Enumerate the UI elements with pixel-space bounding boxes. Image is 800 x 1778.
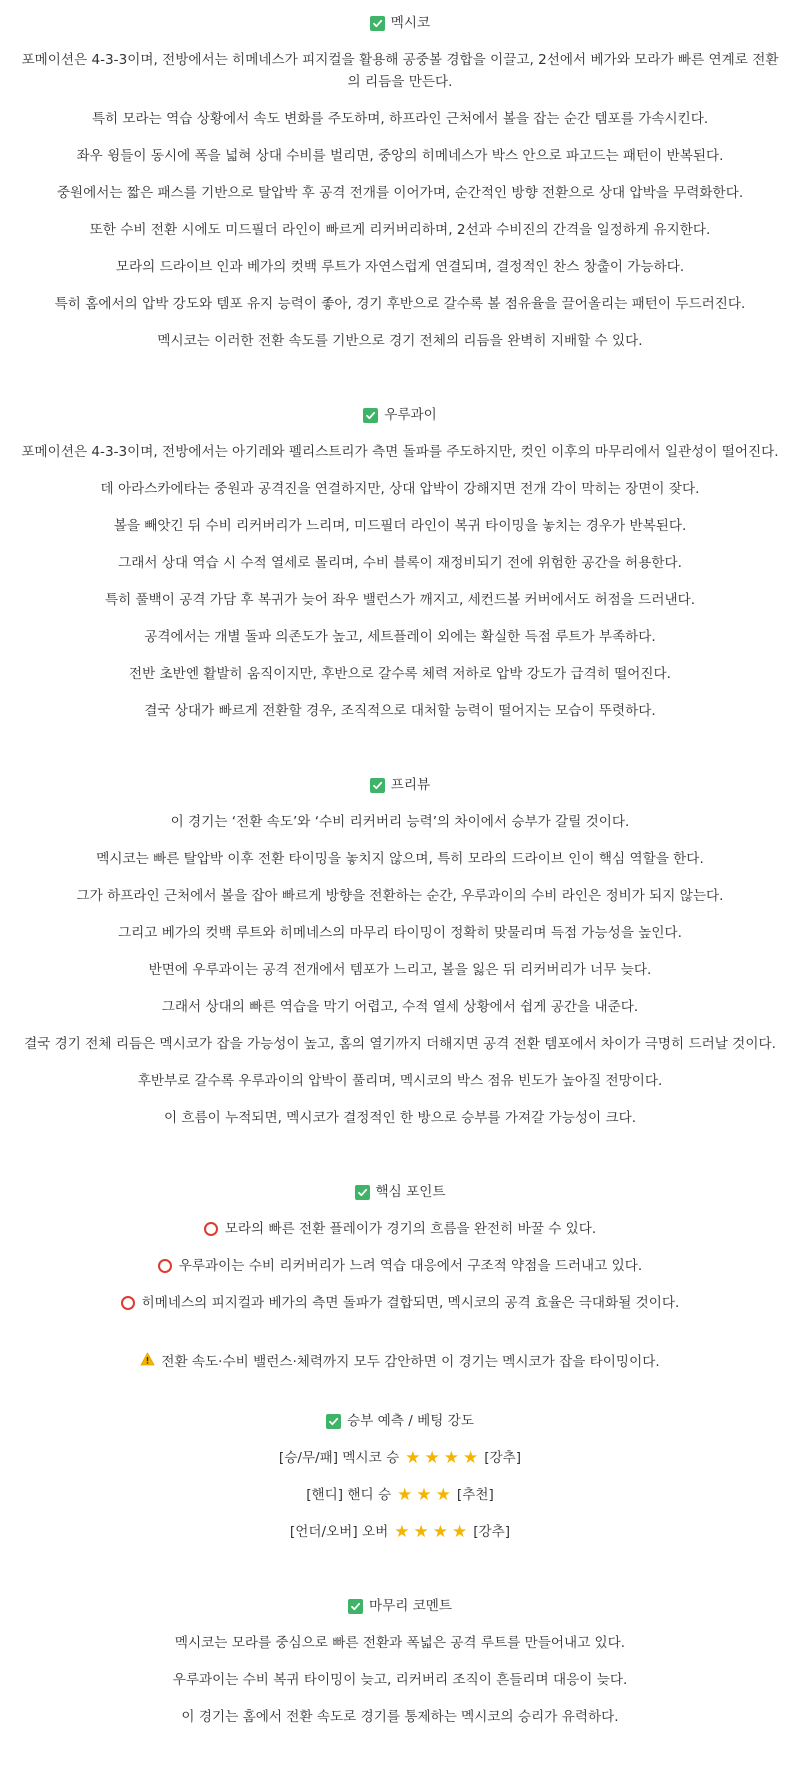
paragraph: 그가 하프라인 근처에서 볼을 잡아 빠르게 방향을 전환하는 순간, 우루과이의 수비 라인은 정비가 되지 않는다. — [76, 888, 724, 904]
bet-label: [언더/오버] 오버 — [289, 1524, 389, 1540]
red-circle-icon — [121, 1296, 135, 1310]
key-point-text: 우루과이는 수비 리커버리가 느려 역습 대응에서 구조적 약점을 드러내고 있다. — [178, 1258, 643, 1274]
key-point-item — [14, 1218, 786, 1240]
section-title: 핵심 포인트 — [375, 1184, 446, 1200]
check-mark-icon — [363, 408, 378, 423]
bet-strength: [강추] — [473, 1524, 511, 1540]
star-rating — [392, 1522, 469, 1542]
paragraph: 이 흐름이 누적되면, 멕시코가 결정적인 한 방으로 승부를 가져갈 가능성이 크다. — [163, 1110, 637, 1126]
paragraph: 전반 초반엔 활발히 움직이지만, 후반으로 갈수록 체력 저하로 압박 강도가 급격히 떨어진다. — [128, 666, 672, 682]
section-title: 승부 예측 / 베팅 강도 — [347, 1413, 474, 1429]
bet-strength: [추천] — [456, 1487, 494, 1503]
paragraph: 반면에 우루과이는 공격 전개에서 템포가 느리고, 볼을 잃은 뒤 리커버리가 너무 늦다. — [148, 962, 652, 978]
paragraph: 볼을 빼앗긴 뒤 수비 리커버리가 느리며, 미드필더 라인이 복귀 타이밍을 놓치는 경우가 반복된다. — [113, 518, 687, 534]
paragraph: 우루과이는 수비 복귀 타이밍이 늦고, 리커버리 조직이 흔들리며 대응이 늦다. — [172, 1672, 628, 1688]
section-key-points — [14, 1181, 786, 1314]
section-uruguay — [14, 404, 786, 722]
paragraph: 그래서 상대 역습 시 수적 열세로 몰리며, 수비 블록이 재정비되기 전에 위험한 공간을 허용한다. — [118, 555, 682, 571]
star-icon: ★ — [394, 1522, 410, 1542]
star-rating — [403, 1448, 480, 1468]
star-icon: ★ — [397, 1485, 413, 1505]
section-title: 멕시코 — [390, 15, 431, 31]
section-heading — [14, 404, 786, 426]
paragraph: 멕시코는 모라를 중심으로 빠른 전환과 폭넓은 공격 루트를 만들어내고 있다. — [174, 1635, 626, 1651]
key-point-text: 히메네스의 피지컬과 베가의 측면 돌파가 결합되면, 멕시코의 공격 효율은 극대화될 것이다. — [141, 1295, 680, 1311]
paragraph: 후반부로 갈수록 우루과이의 압박이 풀리며, 멕시코의 박스 점유 빈도가 높아질 전망이다. — [137, 1073, 663, 1089]
paragraph: 멕시코는 이러한 전환 속도를 기반으로 경기 전체의 리듬을 완벽히 지배할 수 있다. — [157, 333, 643, 349]
paragraph: 특히 홈에서의 압박 강도와 템포 유지 능력이 좋아, 경기 후반으로 갈수록 볼 점유율을 끌어올리는 패턴이 두드러진다. — [54, 296, 746, 312]
red-circle-icon — [158, 1259, 172, 1273]
paragraph: 이 경기는 ‘전환 속도’와 ‘수비 리커버리 능력’의 차이에서 승부가 갈릴 것이다. — [170, 814, 630, 830]
section-heading — [14, 774, 786, 796]
section-title: 프리뷰 — [390, 777, 431, 793]
paragraph: 모라의 드라이브 인과 베가의 컷백 루트가 자연스럽게 연결되며, 결정적인 찬스 창출이 가능하다. — [115, 259, 685, 275]
section-heading — [14, 1595, 786, 1617]
bet-label: [핸디] 핸디 승 — [306, 1487, 392, 1503]
star-icon: ★ — [405, 1448, 421, 1468]
check-mark-icon — [326, 1414, 341, 1429]
section-title: 마무리 코멘트 — [368, 1598, 453, 1614]
paragraph: 또한 수비 전환 시에도 미드필더 라인이 빠르게 리커버리하며, 2선과 수비진의 간격을 일정하게 유지한다. — [89, 222, 711, 238]
section-prediction — [14, 1410, 786, 1543]
section-closing — [14, 1595, 786, 1728]
check-mark-icon — [370, 16, 385, 31]
bet-strength: [강추] — [484, 1450, 522, 1466]
section-heading — [14, 12, 786, 34]
paragraph: 특히 풀백이 공격 가담 후 복귀가 늦어 좌우 밸런스가 깨지고, 세컨드볼 커버에서도 허점을 드러낸다. — [104, 592, 696, 608]
check-mark-icon — [370, 778, 385, 793]
section-title: 우루과이 — [384, 407, 437, 423]
star-icon: ★ — [413, 1522, 429, 1542]
star-icon: ★ — [424, 1448, 440, 1468]
section-heading — [14, 1410, 786, 1432]
paragraph: 이 경기는 홈에서 전환 속도로 경기를 통제하는 멕시코의 승리가 유력하다. — [181, 1709, 619, 1725]
check-mark-icon — [355, 1185, 370, 1200]
bet-label: [승/무/패] 멕시코 승 — [278, 1450, 400, 1466]
section-preview — [14, 774, 786, 1129]
warning-icon — [140, 1351, 155, 1373]
paragraph: 그래서 상대의 빠른 역습을 막기 어렵고, 수적 열세 상황에서 쉽게 공간을 내준다. — [161, 999, 639, 1015]
star-icon: ★ — [432, 1522, 448, 1542]
paragraph: 그리고 베가의 컷백 루트와 히메네스의 마무리 타이밍이 정확히 맞물리며 득점 가능성을 높인다. — [118, 925, 682, 941]
star-icon: ★ — [443, 1448, 459, 1468]
paragraph: 멕시코는 빠른 탈압박 이후 전환 타이밍을 놓치지 않으며, 특히 모라의 드라이브 인이 핵심 역할을 한다. — [96, 851, 704, 867]
red-circle-icon — [204, 1222, 218, 1236]
bet-item — [14, 1484, 786, 1506]
star-rating — [395, 1485, 453, 1505]
paragraph: 중원에서는 짧은 패스를 기반으로 탈압박 후 공격 전개를 이어가며, 순간적인 방향 전환으로 상대 압박을 무력화한다. — [56, 185, 744, 201]
paragraph: 결국 상대가 빠르게 전환할 경우, 조직적으로 대처할 능력이 떨어지는 모습이 뚜렷하다. — [144, 703, 656, 719]
key-point-item — [14, 1292, 786, 1314]
star-icon: ★ — [462, 1448, 479, 1468]
paragraph: 포메이션은 4-3-3이며, 전방에서는 아기레와 펠리스트리가 측면 돌파를 주도하지만, 컷인 이후의 마무리에서 일관성이 떨어진다. — [21, 444, 779, 460]
paragraph: 특히 모라는 역습 상황에서 속도 변화를 주도하며, 하프라인 근처에서 볼을 잡는 순간 템포를 가속시킨다. — [91, 111, 709, 127]
bet-item — [14, 1447, 786, 1469]
paragraph: 좌우 윙들이 동시에 폭을 넓혀 상대 수비를 벌리면, 중앙의 히메네스가 박스 안으로 파고드는 패턴이 반복된다. — [76, 148, 724, 164]
key-point-text: 모라의 빠른 전환 플레이가 경기의 흐름을 완전히 바꿀 수 있다. — [224, 1221, 597, 1237]
star-icon: ★ — [416, 1485, 432, 1505]
check-mark-icon — [348, 1599, 363, 1614]
section-mexico — [14, 12, 786, 352]
paragraph: 공격에서는 개별 돌파 의존도가 높고, 세트플레이 외에는 확실한 득점 루트가 부족하다. — [144, 629, 656, 645]
warning-text: 전환 속도·수비 밸런스·체력까지 모두 감안하면 이 경기는 멕시코가 잡을 타이밍이다. — [161, 1354, 660, 1370]
star-icon: ★ — [435, 1485, 451, 1505]
warning-note — [14, 1351, 786, 1373]
key-point-item — [14, 1255, 786, 1277]
star-icon: ★ — [451, 1522, 468, 1542]
paragraph: 데 아라스카에타는 중원과 공격진을 연결하지만, 상대 압박이 강해지면 전개 각이 막히는 장면이 잦다. — [100, 481, 700, 497]
section-heading — [14, 1181, 786, 1203]
bet-item — [14, 1521, 786, 1543]
paragraph: 포메이션은 4-3-3이며, 전방에서는 히메네스가 피지컬을 활용해 공중볼 경합을 이끌고, 2선에서 베가와 모라가 빠른 연계로 전환의 리듬을 만든다. — [21, 52, 779, 90]
paragraph: 결국 경기 전체 리듬은 멕시코가 잡을 가능성이 높고, 홈의 열기까지 더해지면 공격 전환 템포에서 차이가 극명히 드러날 것이다. — [24, 1036, 776, 1052]
